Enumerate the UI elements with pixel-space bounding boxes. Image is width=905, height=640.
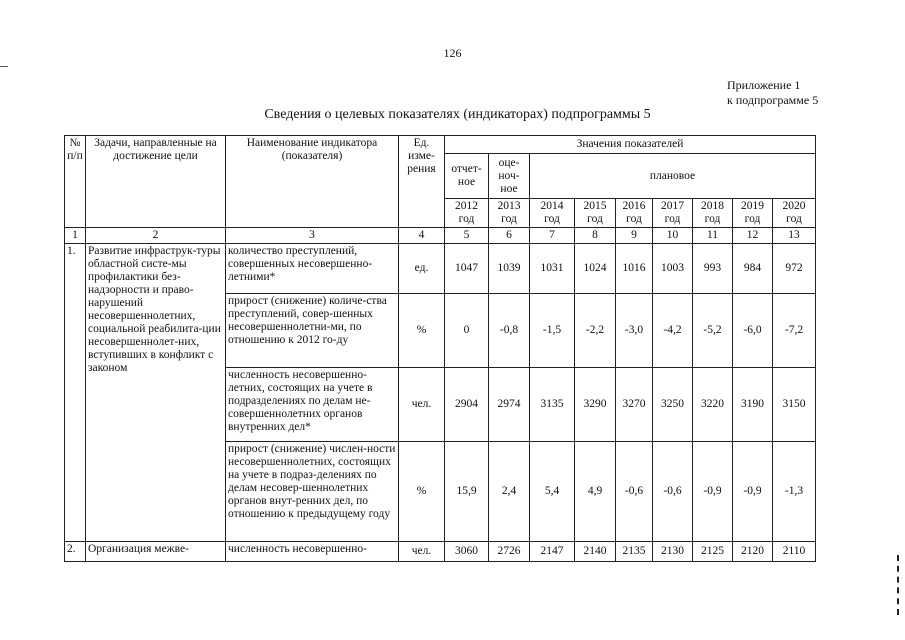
indicator-name: прирост (снижение) количе-ства преступлений, совер-шенных несовершеннолетни-ми, по отношению к 2012 го-ду	[226, 294, 399, 368]
indicator-name: прирост (снижение) числен-ности несовершеннолетних, состоящих на учете в подраз-делениях по делам несовер-шеннолетних органов внут-ренних дел, по отношению к предыдущему году	[226, 442, 399, 542]
value-cell: -0,9	[733, 442, 773, 542]
column-number: 1	[65, 228, 86, 244]
table-row	[65, 244, 816, 294]
value-cell: 4,9	[575, 442, 616, 542]
year-2020: 2020 год	[773, 199, 816, 228]
value-cell: 2147	[530, 542, 575, 562]
header-reported: отчет-ное	[445, 154, 489, 199]
value-cell: 15,9	[445, 442, 489, 542]
value-cell: 1003	[653, 244, 693, 294]
year-2019: 2019 год	[733, 199, 773, 228]
value-cell: 1031	[530, 244, 575, 294]
value-cell: -0,8	[489, 294, 530, 368]
table-row	[65, 542, 816, 562]
value-cell: 3220	[693, 368, 733, 442]
value-cell: 2110	[773, 542, 816, 562]
value-cell: 1016	[616, 244, 653, 294]
header-planned: плановое	[530, 154, 816, 199]
column-number: 8	[575, 228, 616, 244]
column-number: 6	[489, 228, 530, 244]
indicator-name: численность несовершенно-	[226, 542, 399, 562]
header-values: Значения показателей	[445, 136, 816, 154]
value-cell: 2974	[489, 368, 530, 442]
value-cell: 1039	[489, 244, 530, 294]
value-cell: -5,2	[693, 294, 733, 368]
value-cell: 3290	[575, 368, 616, 442]
value-cell: 3270	[616, 368, 653, 442]
value-cell: 2125	[693, 542, 733, 562]
column-number: 5	[445, 228, 489, 244]
header-unit: Ед. изме-рения	[399, 136, 445, 228]
value-cell: -1,5	[530, 294, 575, 368]
header-tasks: Задачи, направленные на достижение цели	[86, 136, 226, 228]
year-2014: 2014 год	[530, 199, 575, 228]
value-cell: 3150	[773, 368, 816, 442]
scan-edge-dashes	[897, 555, 902, 615]
year-2012: 2012 год	[445, 199, 489, 228]
header-indicator: Наименование индикатора (показателя)	[226, 136, 399, 228]
value-cell: 2140	[575, 542, 616, 562]
value-cell: 3135	[530, 368, 575, 442]
section-task: Развитие инфраструк-туры областной систе-мы профилактики без-надзорности и право-нарушений несовершеннолетних, социальной реабилита-ции несовершеннолет-них, вступивших в конфликт с законом	[86, 244, 226, 542]
header-row-1	[65, 136, 816, 154]
value-cell: 0	[445, 294, 489, 368]
value-cell: 1024	[575, 244, 616, 294]
column-number: 4	[399, 228, 445, 244]
appendix-label	[727, 78, 818, 108]
indicator-unit: %	[399, 294, 445, 368]
indicator-unit: ед.	[399, 244, 445, 294]
value-cell: 3250	[653, 368, 693, 442]
column-numbers-row	[65, 228, 816, 244]
value-cell: 2130	[653, 542, 693, 562]
value-cell: 5,4	[530, 442, 575, 542]
column-number: 10	[653, 228, 693, 244]
indicator-name: численность несовершенно-летних, состоящих на учете в подразделениях по делам не-совершеннолетних органов внутренних дел*	[226, 368, 399, 442]
indicator-unit: чел.	[399, 542, 445, 562]
appendix-line-1: Приложение 1	[727, 78, 801, 92]
year-2015: 2015 год	[575, 199, 616, 228]
indicator-unit: %	[399, 442, 445, 542]
value-cell: -4,2	[653, 294, 693, 368]
value-cell: 3060	[445, 542, 489, 562]
column-number: 7	[530, 228, 575, 244]
column-number: 3	[226, 228, 399, 244]
value-cell: 984	[733, 244, 773, 294]
value-cell: -0,6	[653, 442, 693, 542]
column-number: 9	[616, 228, 653, 244]
year-2016: 2016 год	[616, 199, 653, 228]
value-cell: -2,2	[575, 294, 616, 368]
value-cell: 2,4	[489, 442, 530, 542]
value-cell: 2726	[489, 542, 530, 562]
section-task: Организация межве-	[86, 542, 226, 562]
year-2017: 2017 год	[653, 199, 693, 228]
column-number: 13	[773, 228, 816, 244]
value-cell: 1047	[445, 244, 489, 294]
year-2018: 2018 год	[693, 199, 733, 228]
column-number: 11	[693, 228, 733, 244]
value-cell: -3,0	[616, 294, 653, 368]
year-2013: 2013 год	[489, 199, 530, 228]
appendix-line-2: к подпрограмме 5	[727, 93, 819, 107]
value-cell: -1,3	[773, 442, 816, 542]
column-number: 12	[733, 228, 773, 244]
header-estimated: оце-ноч-ное	[489, 154, 530, 199]
indicator-name: количество преступлений, совершенных несовершенно-летними*	[226, 244, 399, 294]
value-cell: 2120	[733, 542, 773, 562]
page-number: 126	[443, 46, 462, 60]
value-cell: -7,2	[773, 294, 816, 368]
value-cell: 972	[773, 244, 816, 294]
value-cell: -6,0	[733, 294, 773, 368]
value-cell: -0,9	[693, 442, 733, 542]
value-cell: 993	[693, 244, 733, 294]
document-title: Сведения о целевых показателях (индикаторах) подпрограммы 5	[264, 107, 651, 122]
value-cell: 3190	[733, 368, 773, 442]
header-num: № п/п	[65, 136, 86, 228]
column-number: 2	[86, 228, 226, 244]
indicators-table	[64, 135, 816, 562]
indicator-unit: чел.	[399, 368, 445, 442]
scan-edge-mark	[0, 66, 8, 67]
section-number: 1.	[65, 244, 86, 542]
value-cell: -0,6	[616, 442, 653, 542]
value-cell: 2135	[616, 542, 653, 562]
section-number: 2.	[65, 542, 86, 562]
value-cell: 2904	[445, 368, 489, 442]
